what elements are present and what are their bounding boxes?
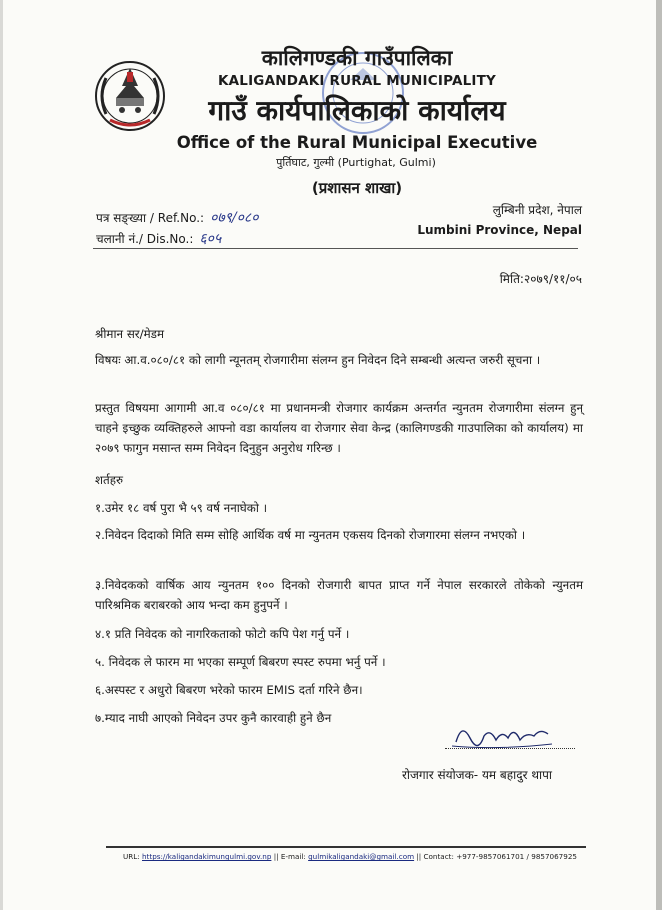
dispatch-number	[96, 229, 221, 248]
letter-date: मिति:२०७९/११/०५	[499, 272, 582, 286]
main-paragraph: प्रस्तुत विषयमा आगामी आ.व ०८०/८१ मा प्रधानमन्त्री रोजगार कार्यक्रम अन्तर्गत न्युनतम रोजगारीमा संलग्न हुन् चाहने इच्छुक व्यक्तिहरुले आफ्नो वडा कार्यालय वा रोजगार सेवा केन्द्र (कालिगण्डकी गाउपालिका को कार्यालय) मा २०७९ फागुन मसान्त सम्म निवेदन दिनुहुन अनुरोध गरिन्छ ।	[95, 401, 583, 455]
ref-value: ०७९/०८०	[210, 210, 259, 226]
header-divider	[93, 248, 578, 249]
conditions-title: शर्तहरु	[95, 473, 124, 487]
ref-number	[96, 208, 259, 227]
signature-line	[445, 748, 575, 749]
office-name-nepali: गाउँ कार्यपालिकाको कार्यालय	[208, 94, 506, 127]
office-address: पुर्तिघाट, गुल्मी (Purtighat, Gulmi)	[276, 156, 436, 169]
footer-contact: || Contact: +977-9857061701 / 9857067925	[416, 852, 577, 861]
footer-email-label: || E-mail:	[273, 852, 306, 861]
condition-5: ५. निवेदक ले फारम मा भएका सम्पूर्ण बिबरण स्पस्ट रुपमा भर्नु पर्ने ।	[95, 655, 386, 669]
signatory-name: रोजगार संयोजक- यम बहादुर थापा	[402, 768, 553, 782]
dis-label: चलानी नं./ Dis.No.:	[96, 232, 194, 246]
footer-url-label: URL:	[123, 852, 140, 861]
footer-email-link[interactable]: gulmikaligandaki@gmail.com	[308, 852, 415, 861]
municipality-name-english: KALIGANDAKI RURAL MUNICIPALITY	[217, 73, 497, 89]
office-name-english: Office of the Rural Municipal Executive	[176, 133, 538, 152]
subject: विषयः आ.व.०८०/८१ को लागी न्यूनतम् रोजगारीमा संलग्न हुन निवेदन दिने सम्बन्धी अत्यन्त जरुरी सूचना ।	[95, 353, 541, 367]
salutation: श्रीमान सर/मेडम	[95, 327, 165, 341]
footer-url-link[interactable]: https://kaligandakimungulmi.gov.np	[142, 852, 272, 861]
footer	[120, 852, 580, 861]
footer-divider	[106, 846, 586, 848]
dis-value: ६०५	[199, 231, 222, 247]
condition-1: १.उमेर १८ वर्ष पुरा भै ५९ वर्ष ननाघेको ।	[95, 501, 268, 515]
ref-label: पत्र सङ्ख्या / Ref.No.:	[96, 211, 205, 225]
province-nepali: लुम्बिनी प्रदेश, नेपाल	[492, 203, 582, 217]
municipality-name-nepali: कालिगण्डकी गाउँपालिका	[261, 46, 453, 70]
condition-6: ६.अस्पस्ट र अधुरो बिबरण भरेको फारम EMIS दर्ता गरिने छैन।	[95, 683, 363, 697]
condition-7: ७.म्याद नाघी आएको निवेदन उपर कुनै कारवाही हुने छैन	[95, 711, 332, 725]
condition-4: ४.१ प्रति निवेदक को नागरिकताको फोटो कपि पेश गर्नु पर्ने ।	[95, 627, 350, 641]
branch-name: (प्रशासन शाखा)	[311, 179, 403, 197]
condition-2: २.निवेदन दिदाको मिति सम्म सोहि आर्थिक वर्ष मा न्युनतम एकसय दिनको रोजगारमा संलग्न नभएको ।	[95, 528, 526, 542]
province-english: Lumbini Province, Nepal	[417, 223, 582, 237]
condition-3: ३.निवेदकको वार्षिक आय न्युनतम १०० दिनको रोजगारी बापत प्राप्त गर्ने नेपाल सरकारले तोकेको न्युनतम पारिश्रमिक बराबरको आय भन्दा कम हुनुपर्ने ।	[95, 578, 583, 612]
handwritten-signature	[448, 718, 558, 752]
